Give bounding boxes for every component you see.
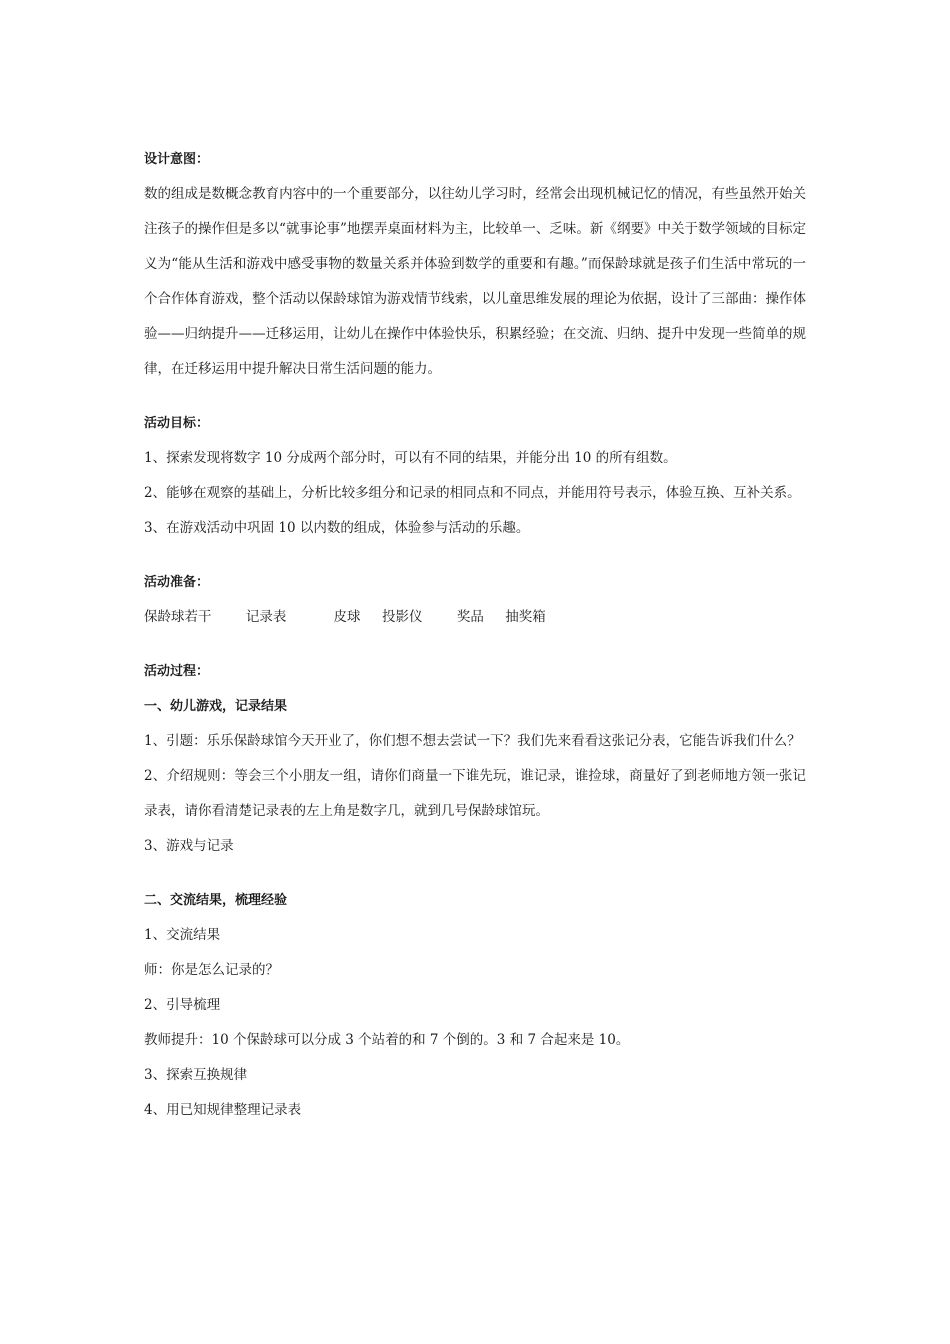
design-intent-heading: 设计意图： — [144, 152, 210, 167]
goal-item-1: 1、探索发现将数字 10 分成两个部分时，可以有不同的结果，并能分出 10 的所有组数。 — [144, 450, 677, 466]
section-1-item-2: 2、介绍规则：等会三个小朋友一组，请你们商量一下谁先玩，谁记录，谁捡球，商量好了到老师地方领一张记录表，请你看清楚记录表的左上角是数字几，就到几号保龄球馆玩。 — [144, 768, 806, 819]
section-2-item-6: 4、用已知规律整理记录表 — [144, 1102, 302, 1118]
section-2-item-4: 教师提升：10 个保龄球可以分成 3 个站着的和 7 个倒的。3 和 7 合起来是 10。 — [144, 1032, 630, 1048]
design-intent-body: 数的组成是数概念教育内容中的一个重要部分，以往幼儿学习时，经常会出现机械记忆的情况，有些虽然开始关注孩子的操作但是多以“就事论事”地摆弄桌面材料为主，比较单一、乏味。新《纲要》中关于数学领域的目标定义为“能从生活和游戏中感受事物的数量关系并体验到数学的重要和有趣。”而保龄球就是孩子们生活中常玩的一个合作体育游戏，整个活动以保龄球馆为游戏情节线索，以儿童思维发展的理论为依据，设计了三部曲：操作体验——归纳提升——迁移运用，让幼儿在操作中体验快乐，积累经验；在交流、归纳、提升中发现一些简单的规律，在迁移运用中提升解决日常生活问题的能力。 — [144, 186, 806, 377]
section-1-item-3: 3、游戏与记录 — [144, 838, 234, 854]
section-2-item-2: 师：你是怎么记录的？ — [144, 962, 279, 978]
section-2-item-1: 1、交流结果 — [144, 927, 221, 943]
section-2-item-3: 2、引导梳理 — [144, 997, 221, 1013]
process-heading: 活动过程： — [144, 664, 210, 679]
section-1-item-1: 1、引题：乐乐保龄球馆今天开业了，你们想不想去尝试一下？我们先来看看这张记分表，它能告诉我们什么？ — [144, 733, 801, 749]
document-page — [144, 142, 806, 1128]
preparation-heading: 活动准备： — [144, 575, 210, 590]
goal-item-2: 2、能够在观察的基础上，分析比较多组分和记录的相同点和不同点，并能用符号表示，体验互换、互补关系。 — [144, 485, 801, 501]
goals-heading: 活动目标： — [144, 416, 210, 431]
preparation-materials: 保龄球若干 记录表 皮球 投影仪 奖品 抽奖箱 — [144, 609, 546, 625]
section-1-title: 一、幼儿游戏，记录结果 — [144, 699, 288, 714]
section-2-title: 二、交流结果，梳理经验 — [144, 893, 288, 908]
section-2-item-5: 3、探索互换规律 — [144, 1067, 248, 1083]
goal-item-3: 3、在游戏活动中巩固 10 以内数的组成，体验参与活动的乐趣。 — [144, 520, 530, 536]
